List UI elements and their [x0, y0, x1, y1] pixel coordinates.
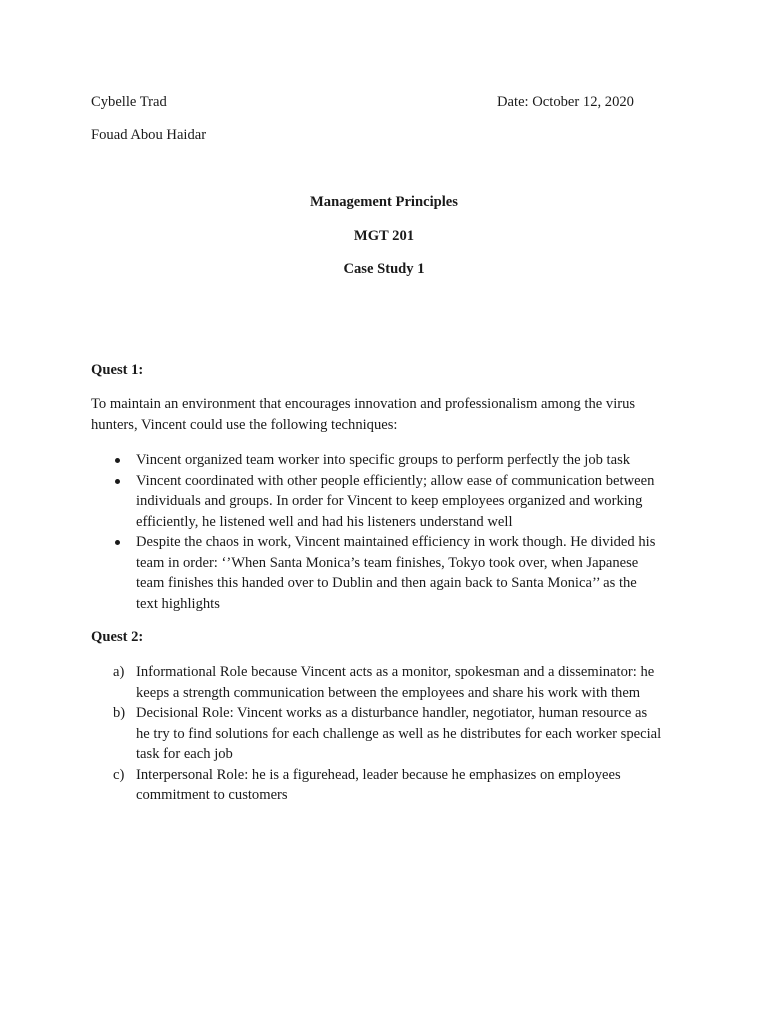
list-item: c) Interpersonal Role: he is a figurehead, leader because he emphasizes on employees commitment to customers	[113, 766, 621, 803]
bullet-icon	[115, 540, 120, 545]
list-item: a) Informational Role because Vincent acts as a monitor, spokesman and a disseminator: he keeps a strength communication between the employees and share his work with them	[113, 664, 655, 701]
list-item: b) Decisional Role: Vincent works as a disturbance handler, negotiator, human resource as he try to find solutions for each challenge as well as he distributes for each worker special task for each job	[113, 705, 662, 762]
list-marker: a)	[113, 664, 125, 680]
question-1-intro	[91, 394, 691, 436]
author-name-1: Cybelle Trad	[91, 94, 167, 110]
list-item: Vincent organized team worker into specific groups to perform perfectly the job task	[91, 450, 691, 471]
bullet-icon	[115, 479, 120, 484]
question-2-heading: Quest 2:	[91, 629, 144, 645]
assignment-title: Case Study 1	[343, 261, 425, 277]
intro-line: hunters, Vincent could use the following techniques:	[91, 417, 398, 433]
bullet-icon	[115, 458, 120, 463]
list-marker: c)	[113, 766, 125, 783]
date-line: Date: October 12, 2020	[497, 94, 634, 110]
list-item: Despite the chaos in work, Vincent maintained efficiency in work though. He divided his team in order: ‘’When Santa Monica’s team finishes, Tokyo took over, when Japanese team finishes this handed over to Dublin and then again back to Santa Monica’’ as the text highlights	[91, 532, 691, 614]
question-2-lettered-list	[91, 662, 691, 806]
question-1-bullet-list	[91, 450, 691, 614]
intro-line: To maintain an environment that encourages innovation and professionalism among the virus	[91, 396, 636, 412]
list-item: Vincent coordinated with other people efficiently; allow ease of communication between individuals and groups. In order for Vincent to keep employees organized and working efficiently, he listened well and had his listeners understand well	[91, 471, 691, 533]
course-title: Management Principles	[310, 194, 458, 210]
list-marker: b)	[113, 705, 126, 721]
question-1-heading: Quest 1:	[91, 362, 144, 378]
course-code: MGT 201	[353, 228, 415, 244]
author-name-2: Fouad Abou Haidar	[91, 127, 207, 143]
